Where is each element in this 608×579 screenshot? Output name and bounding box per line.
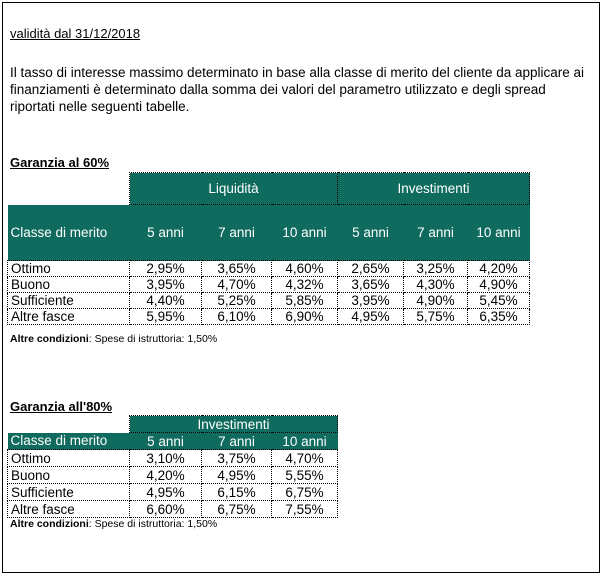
col-header: 5 anni (147, 433, 184, 449)
row-label: Buono (8, 467, 130, 484)
row-label: Sufficiente (8, 484, 130, 501)
rate-cell: 5,55% (272, 467, 338, 484)
rate-cell: 4,70% (272, 450, 338, 467)
rate-cell: 5,45% (468, 293, 530, 309)
col-header: 5 anni (352, 225, 389, 240)
rate-cell: 4,70% (202, 277, 272, 293)
col-header: 7 anni (218, 433, 255, 449)
col-header: 5 anni (147, 225, 184, 240)
col-header-class: Classe di merito (10, 433, 108, 449)
rate-cell: 6,60% (130, 501, 202, 518)
rate-cell: 4,20% (130, 467, 202, 484)
table-row (8, 450, 338, 467)
table-row (8, 467, 338, 484)
rate-cell: 5,85% (272, 293, 338, 309)
group-header-liquidita: Liquidità (130, 173, 338, 205)
col-header: 7 anni (417, 225, 454, 240)
col-header-class: Classe di merito (10, 224, 108, 240)
section-title-80: Garanzia all'80% (10, 399, 113, 414)
group-header-investimenti: Investimenti (338, 173, 530, 205)
conditions-note-60 (10, 333, 217, 345)
col-header: 10 anni (476, 225, 521, 240)
rate-cell: 6,75% (272, 484, 338, 501)
rate-cell: 3,95% (338, 293, 404, 309)
table-row (8, 484, 338, 501)
rate-cell: 6,35% (468, 309, 530, 325)
rate-cell: 3,10% (130, 450, 202, 467)
intro-paragraph: Il tasso di interesse massimo determinato in base alla classe di merito del cliente da applicare ai finanziamenti è determinato dalla somma dei valori del parametro utilizzato e degli spread riportati nelle seguenti tabelle. (10, 65, 585, 114)
rate-cell: 4,20% (468, 261, 530, 277)
rate-cell: 6,90% (272, 309, 338, 325)
table-row (8, 501, 338, 518)
note-text: : Spese di istruttoria: 1,50% (88, 518, 218, 530)
row-label: Ottimo (8, 450, 130, 467)
rate-cell: 6,10% (202, 309, 272, 325)
row-label: Ottimo (8, 261, 130, 277)
rate-cell: 4,90% (404, 293, 468, 309)
rate-cell: 4,40% (130, 293, 202, 309)
rate-cell: 3,95% (130, 277, 202, 293)
conditions-note-80 (10, 518, 217, 530)
rate-cell: 5,25% (202, 293, 272, 309)
rate-cell: 2,95% (130, 261, 202, 277)
rate-cell: 6,75% (202, 501, 272, 518)
col-header: 10 anni (282, 225, 327, 240)
group-header-investimenti: Investimenti (130, 416, 338, 433)
rates-table-80 (7, 415, 338, 518)
rate-cell: 4,60% (272, 261, 338, 277)
rate-cell: 4,95% (202, 467, 272, 484)
validity-date: validità dal 31/12/2018 (10, 26, 141, 41)
rate-cell: 4,30% (404, 277, 468, 293)
row-label: Buono (8, 277, 130, 293)
rate-cell: 5,95% (130, 309, 202, 325)
rate-cell: 4,95% (130, 484, 202, 501)
col-header: 7 anni (218, 225, 255, 240)
rate-cell: 3,75% (202, 450, 272, 467)
rate-cell: 4,95% (338, 309, 404, 325)
rates-table-60 (7, 172, 530, 325)
row-label: Altre fasce (8, 309, 130, 325)
col-header: 10 anni (282, 433, 327, 449)
table-row (8, 309, 530, 325)
note-label: Altre condizioni (10, 518, 89, 530)
rate-cell: 4,32% (272, 277, 338, 293)
rate-cell: 4,90% (468, 277, 530, 293)
rate-cell: 3,25% (404, 261, 468, 277)
row-label: Sufficiente (8, 293, 130, 309)
note-label: Altre condizioni (10, 333, 89, 345)
rate-cell: 2,65% (338, 261, 404, 277)
rate-cell: 3,65% (202, 261, 272, 277)
blank-cell (8, 173, 130, 205)
rate-cell: 5,75% (404, 309, 468, 325)
table-row (8, 277, 530, 293)
blank-cell (8, 416, 130, 433)
rate-cell: 7,55% (272, 501, 338, 518)
table-row (8, 293, 530, 309)
section-title-60: Garanzia al 60% (10, 155, 109, 170)
note-text: : Spese di istruttoria: 1,50% (88, 333, 218, 345)
rate-cell: 3,65% (338, 277, 404, 293)
row-label: Altre fasce (8, 501, 130, 518)
table-row (8, 261, 530, 277)
rate-cell: 6,15% (202, 484, 272, 501)
